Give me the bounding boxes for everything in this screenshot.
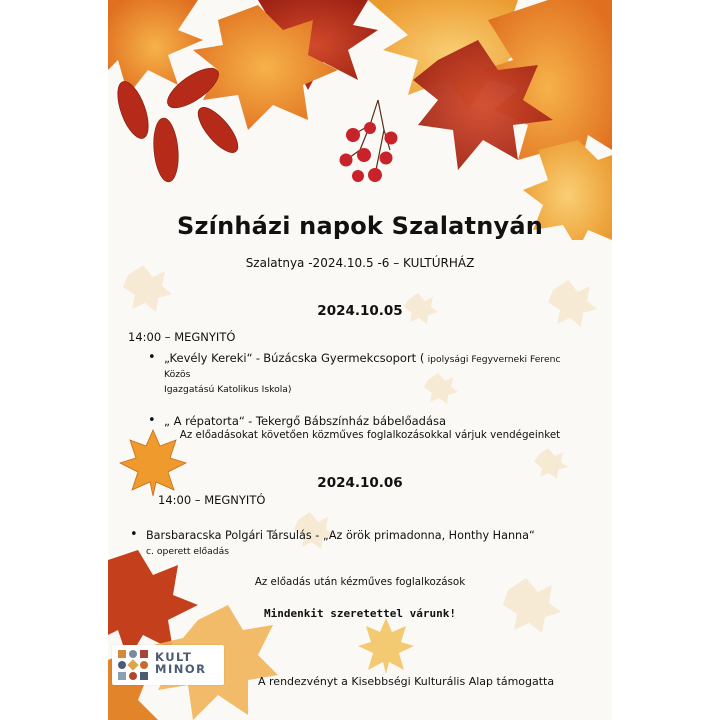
sponsor-text: A rendezvényt a Kisebbségi Kulturális Alap támogatta	[258, 675, 555, 688]
kult-minor-logo	[112, 645, 224, 685]
kult-minor-logo-text	[155, 651, 206, 679]
day1-item-2-title: „ A répatorta“	[164, 414, 245, 428]
day2-time: 14:00 – MEGNYITÓ	[158, 493, 266, 507]
day1-date: 2024.10.05	[317, 303, 403, 319]
maple-leaf-center-bottom	[356, 616, 416, 676]
day1-item-1-detail-b: Igazgatású Katolikus Iskola)	[164, 384, 292, 395]
day1-item-1-dash: -	[255, 351, 260, 365]
day1-note: Az előadásokat követően közműves foglalkozásokkal várjuk vendégeinket	[179, 429, 561, 441]
poster-title: Színházi napok Szalatnyán	[176, 212, 544, 240]
day1-item-1-group: Búzácska Gyermekcsoport (	[263, 351, 425, 365]
day2-note: Az előadás után kézműves foglalkozások	[254, 576, 466, 588]
day1-item-1-title: „Kevély Kereki“	[164, 351, 253, 365]
day1-time: 14:00 – MEGNYITÓ	[128, 330, 236, 344]
day2-item-1-line1: Barsbaracska Polgári Társulás - „Az örök primadonna, Honthy Hanna“	[146, 529, 535, 542]
event-poster	[108, 0, 612, 720]
day2-item-1	[128, 528, 598, 559]
day1-program-list	[146, 351, 586, 430]
logo-line2: MINOR	[155, 662, 207, 676]
day1-item-2	[146, 414, 586, 430]
day1-item-1	[146, 351, 586, 397]
poster-subtitle: Szalatnya -2024.10.5 -6 – KULTÚRHÁZ	[245, 256, 475, 270]
day1-item-2-rest: - Tekergő Bábszínház bábelőadása	[248, 414, 447, 428]
day2-item-1-line2: c. operett előadás	[146, 546, 230, 557]
kult-minor-logo-mark-icon	[116, 648, 150, 682]
day2-program-list	[128, 528, 598, 559]
welcome-message: Mindenkit szeretettel várunk!	[263, 607, 457, 620]
logo-line1: KULT	[155, 650, 193, 664]
day1-item-1-detail-a: ipolysági Fegyverneki Ferenc Közös	[164, 354, 561, 380]
day2-date: 2024.10.06	[317, 475, 403, 491]
